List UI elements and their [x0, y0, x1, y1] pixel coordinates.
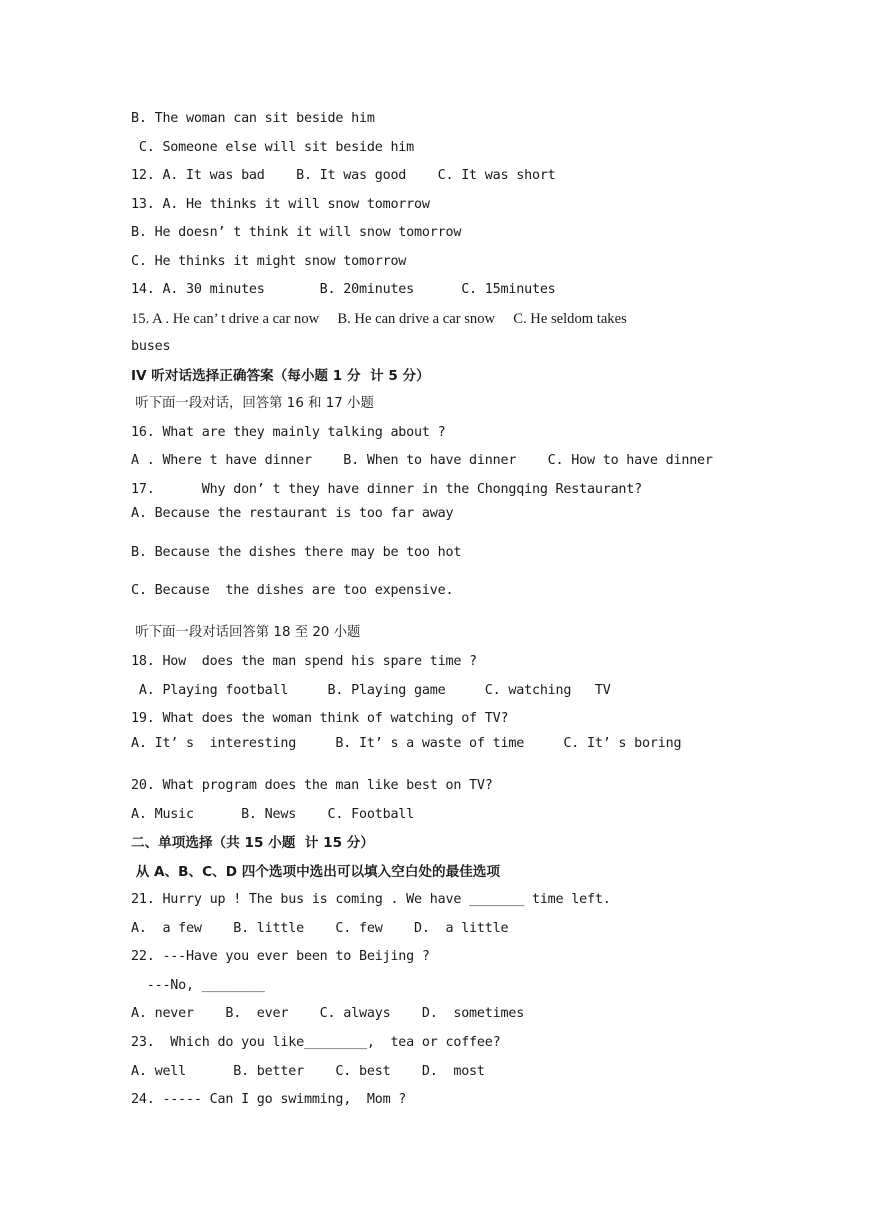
option-line: A . Where t have dinner B. When to have dinner C. How to have dinner [131, 453, 713, 468]
option-line: A. well B. better C. best D. most [131, 1064, 485, 1079]
option-line: A. never B. ever C. always D. sometimes [131, 1006, 525, 1021]
option-line: B. Because the dishes there may be too hot [131, 545, 462, 560]
question-line: 13. A. He thinks it will snow tomorrow [131, 197, 430, 212]
option-line: buses [131, 339, 171, 354]
question-line: 23. Which do you like________, tea or coffee? [131, 1035, 501, 1050]
section-heading: IV 听对话选择正确答案（每小题 1 分 计 5 分） [131, 368, 430, 384]
question-line: 14. A. 30 minutes B. 20minutes C. 15minutes [131, 282, 556, 297]
instruction-line: 从 A、B、C、D 四个选项中选出可以填入空白处的最佳选项 [131, 864, 500, 880]
question-line: 12. A. It was bad B. It was good C. It was short [131, 168, 556, 183]
option-line: A. Because the restaurant is too far away [131, 506, 454, 521]
question-line: 18. How does the man spend his spare time ? [131, 654, 477, 669]
question-line: 24. ----- Can I go swimming, Mom ? [131, 1092, 407, 1107]
option-line: B. The woman can sit beside him [131, 111, 375, 126]
section-heading: 二、单项选择（共 15 小题 计 15 分） [131, 835, 374, 851]
question-line: 17. Why don’ t they have dinner in the Chongqing Restaurant? [131, 482, 643, 497]
question-line: 21. Hurry up ! The bus is coming . We have _______ time left. [131, 892, 611, 907]
question-line: 15. A . He can’ t drive a car now B. He can drive a car snow C. He seldom takes [131, 311, 627, 327]
option-line: A. Music B. News C. Football [131, 807, 415, 822]
instruction-line: 听下面一段对话回答第 18 至 20 小题 [131, 625, 361, 640]
option-line: C. Because the dishes are too expensive. [131, 583, 454, 598]
option-line: A. It’ s interesting B. It’ s a waste of time C. It’ s boring [131, 736, 682, 751]
question-line: 20. What program does the man like best on TV? [131, 778, 493, 793]
answer-line: ---No, ________ [131, 978, 265, 993]
option-line: C. Someone else will sit beside him [131, 140, 415, 155]
question-line: 16. What are they mainly talking about ? [131, 425, 446, 440]
option-line: C. He thinks it might snow tomorrow [131, 254, 407, 269]
instruction-line: 听下面一段对话，回答第 16 和 17 小题 [131, 396, 374, 411]
question-line: 19. What does the woman think of watching of TV? [131, 711, 509, 726]
question-line: 22. ---Have you ever been to Beijing ? [131, 949, 430, 964]
option-line: A. a few B. little C. few D. a little [131, 921, 509, 936]
option-line: A. Playing football B. Playing game C. watching TV [131, 683, 611, 698]
option-line: B. He doesn’ t think it will snow tomorrow [131, 225, 462, 240]
